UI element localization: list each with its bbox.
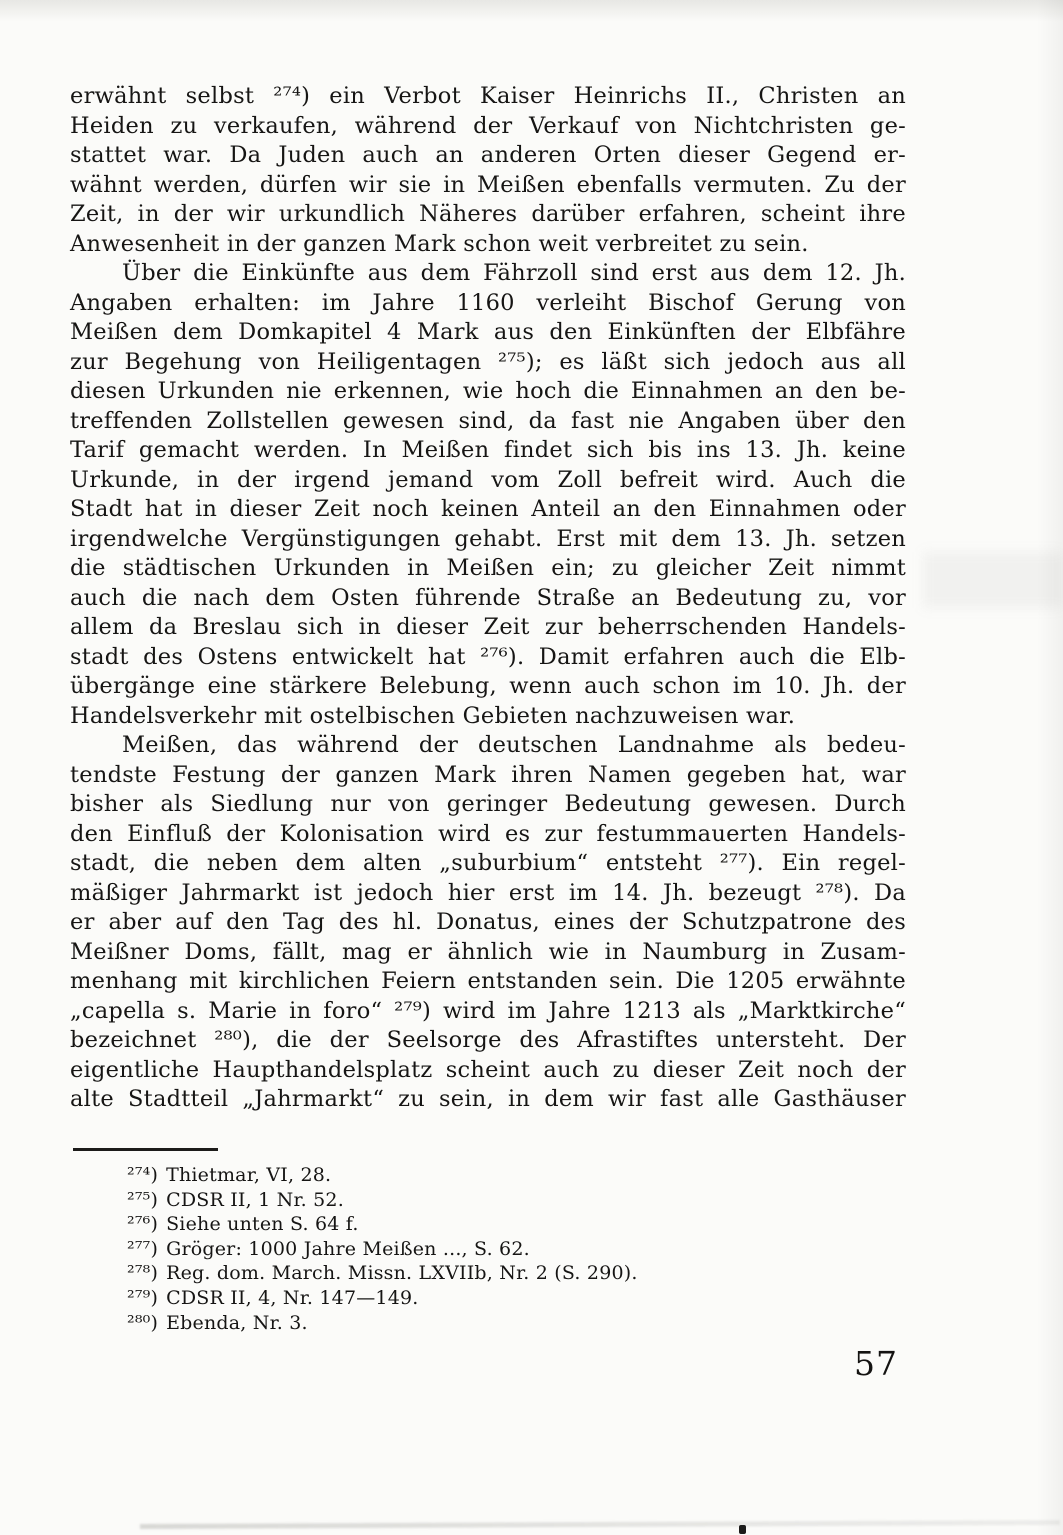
text-line: bisher als Siedlung nur von geringer Bedeutung gewesen. Durch [70, 791, 906, 817]
text-line: Meißen, das während der deutschen Landnahme als bedeu- [122, 732, 906, 758]
scan-artifact-bottom-edge [140, 1520, 1060, 1529]
text-line: den Einfluß der Kolonisation wird es zur festummauerten Handels- [70, 820, 906, 847]
text-line: treffenden Zollstellen gewesen sind, da fast nie Angaben über den [70, 407, 906, 434]
footnote [127, 1212, 827, 1237]
footnote-marker: ²⁷⁸) [127, 1262, 159, 1285]
text-line: zur Begehung von Heiligentagen ²⁷⁵); es läßt sich jedoch aus all [70, 348, 906, 375]
text-line: Zeit, in der wir urkundlich Näheres darüber erfahren, scheint ihre [70, 201, 906, 227]
text-line: erwähnt selbst ²⁷⁴) ein Verbot Kaiser Heinrichs II., Christen an [70, 83, 906, 109]
text-line: er aber auf den Tag des hl. Donatus, eines der Schutzpatrone des [70, 909, 906, 935]
text-line: auch die nach dem Osten führende Straße an Bedeutung zu, vor [70, 584, 906, 611]
footnote-marker: ²⁷⁴) [127, 1164, 159, 1186]
scan-artifact-ink-dot [739, 1525, 746, 1534]
footnote-marker: ²⁷⁷) [127, 1237, 159, 1260]
footnote-text: Siehe unten S. 64 f. [166, 1213, 359, 1236]
footnote-text: Thietmar, VI, 28. [166, 1164, 332, 1186]
text-line: Handelsverkehr mit ostelbischen Gebieten nachzuweisen war. [70, 702, 796, 729]
footnote-text: Ebenda, Nr. 3. [166, 1311, 308, 1334]
text-line: Meißen dem Domkapitel 4 Mark aus den Einkünften der Elbfähre [70, 319, 906, 345]
scan-artifact-right-shadow [1037, 0, 1063, 1535]
text-line: wähnt werden, dürfen wir sie in Meißen ebenfalls vermuten. Zu der [70, 171, 906, 198]
footnote [127, 1261, 827, 1286]
text-line: die städtischen Urkunden in Meißen ein; zu gleicher Zeit nimmt [70, 555, 906, 581]
footnote-text: CDSR II, 4, Nr. 147—149. [166, 1286, 419, 1309]
footnote-text: Reg. dom. March. Missn. LXVIIb, Nr. 2 (S. 290). [166, 1262, 638, 1285]
footnote [127, 1311, 827, 1336]
footnote-separator-rule [73, 1148, 218, 1151]
scan-artifact-right-patch [923, 552, 1063, 608]
text-line: Anwesenheit in der ganzen Mark schon weit verbreitet zu sein. [70, 230, 809, 257]
text-line: diesen Urkunden nie erkennen, wie hoch die Einnahmen an den be- [70, 378, 906, 404]
text-line: Meißner Doms, fällt, mag er ähnlich wie in Naumburg in Zusam- [70, 938, 906, 965]
footnote-text: CDSR II, 1 Nr. 52. [166, 1188, 344, 1211]
text-line: Angaben erhalten: im Jahre 1160 verleiht Bischof Gerung von [70, 289, 906, 316]
page-body-text [70, 82, 906, 1115]
text-line: bezeichnet ²⁸⁰), die der Seelsorge des Afrastiftes untersteht. Der [70, 1027, 906, 1053]
footnote [127, 1188, 827, 1213]
text-line: Über die Einkünfte aus dem Fährzoll sind erst aus dem 12. Jh. [122, 260, 906, 286]
page-number: 57 [854, 1344, 898, 1383]
footnote-marker: ²⁷⁹) [127, 1286, 159, 1309]
footnote [127, 1237, 827, 1262]
text-line: irgendwelche Vergünstigungen gehabt. Erst mit dem 13. Jh. setzen [70, 525, 906, 552]
footnote-marker: ²⁸⁰) [127, 1311, 159, 1334]
text-line: allem da Breslau sich in dieser Zeit zur beherrschenden Handels- [70, 614, 906, 640]
text-line: tendste Festung der ganzen Mark ihren Namen gegeben hat, war [70, 761, 906, 788]
scan-artifact-top-shadow [0, 0, 1063, 22]
text-line: Tarif gemacht werden. In Meißen findet sich bis ins 13. Jh. keine [70, 437, 906, 463]
text-line: menhang mit kirchlichen Feiern entstanden sein. Die 1205 erwähnte [70, 968, 906, 994]
text-line: alte Stadtteil „Jahrmarkt“ zu sein, in dem wir fast alle Gasthäuser [70, 1086, 906, 1112]
text-line: mäßiger Jahrmarkt ist jedoch hier erst im 14. Jh. bezeugt ²⁷⁸). Da [70, 879, 906, 906]
text-line: eigentliche Haupthandelsplatz scheint auch zu dieser Zeit noch der [70, 1056, 906, 1083]
text-line: stattet war. Da Juden auch an anderen Orten dieser Gegend er- [70, 142, 906, 168]
text-line: Urkunde, in der irgend jemand vom Zoll befreit wird. Auch die [70, 466, 906, 493]
text-line: Heiden zu verkaufen, während der Verkauf von Nichtchristen ge- [70, 112, 906, 139]
footnote [127, 1286, 827, 1311]
footnote-marker: ²⁷⁵) [127, 1188, 159, 1211]
text-line: übergänge eine stärkere Belebung, wenn auch schon im 10. Jh. der [70, 673, 906, 699]
text-line: stadt, die neben dem alten „suburbium“ entsteht ²⁷⁷). Ein regel- [70, 850, 906, 876]
footnote-text: Gröger: 1000 Jahre Meißen ..., S. 62. [166, 1237, 530, 1260]
text-line: Stadt hat in dieser Zeit noch keinen Anteil an den Einnahmen oder [70, 496, 906, 522]
text-line: stadt des Ostens entwickelt hat ²⁷⁶). Damit erfahren auch die Elb- [70, 643, 906, 670]
footnote-marker: ²⁷⁶) [127, 1213, 159, 1236]
footnote [127, 1163, 827, 1188]
footnotes-section [127, 1163, 827, 1335]
text-line: „capella s. Marie in foro“ ²⁷⁹) wird im Jahre 1213 als „Marktkirche“ [70, 997, 906, 1024]
